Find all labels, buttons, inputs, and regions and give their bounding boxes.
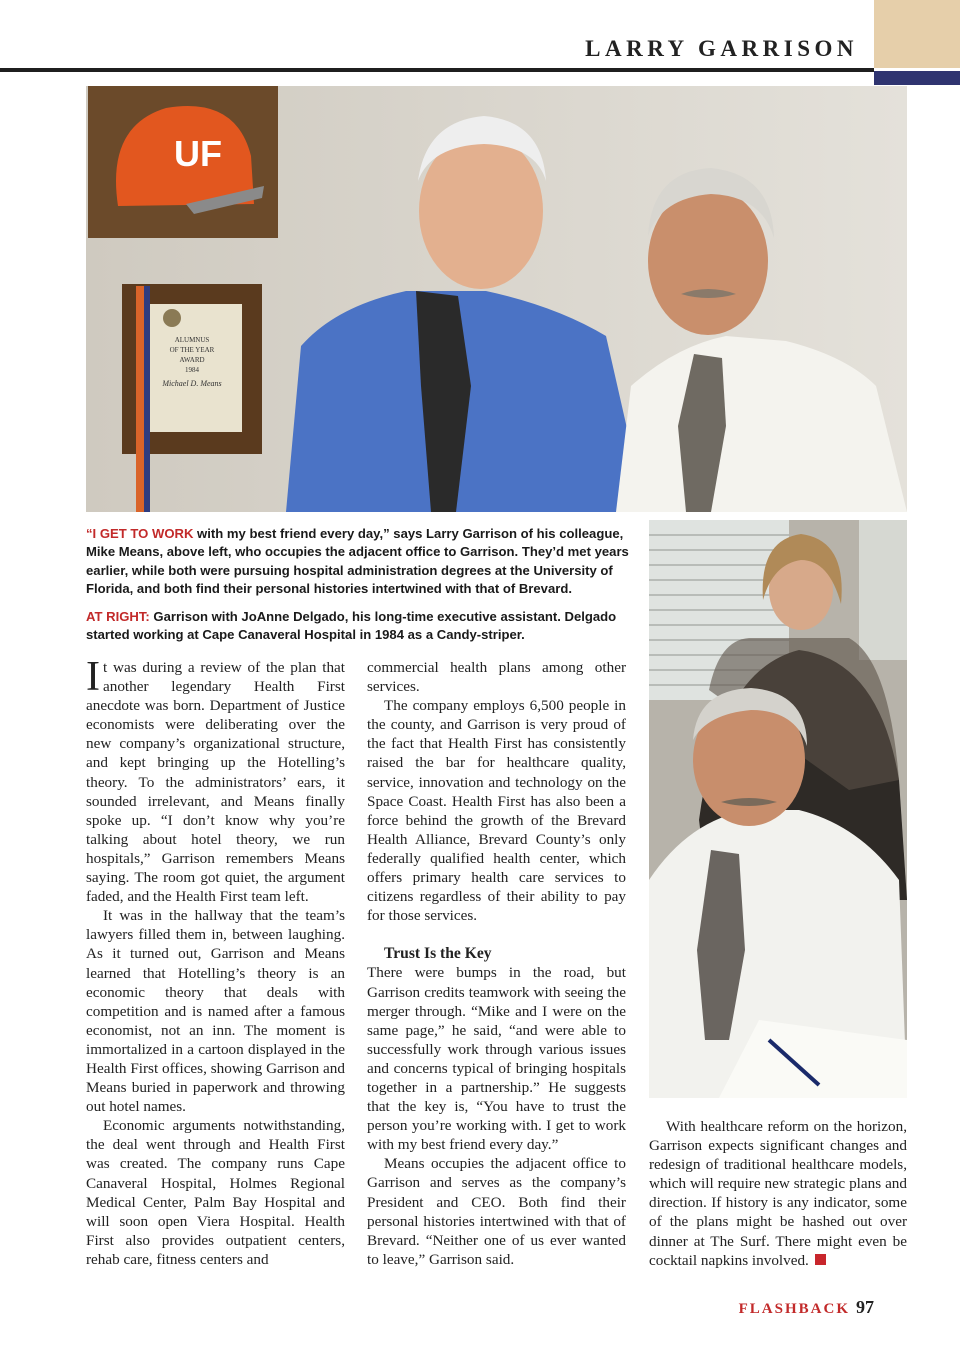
article-paragraph: It was in the hallway that the team’s lawyers filled them in, between laughing. As it turned out, Garrison and Means learned that Hotelling’s theory is an economic theory that deals with competition and is named after a famous economist, not an inn. The moment is immortalized in a cartoon displayed in the Health First offices, showing Garrison and Means buried in paperwork and throwing out hotel names. bbox=[86, 907, 345, 1116]
end-of-article-mark bbox=[815, 1254, 826, 1265]
article-column-2 bbox=[367, 658, 626, 1269]
article-column-1 bbox=[86, 654, 345, 1269]
corner-tab-navy bbox=[874, 71, 960, 85]
svg-text:AWARD: AWARD bbox=[179, 356, 205, 364]
drop-cap: I bbox=[86, 654, 100, 700]
photo-caption-top bbox=[86, 525, 632, 598]
page-footer bbox=[739, 1297, 874, 1318]
caption-lead-in: “I GET TO WORK bbox=[86, 526, 194, 541]
article-paragraph: Economic arguments notwithstanding, the deal went through and Health First was created. The company runs Cape Canaveral Hospital, Holmes Regional Medical Center, Palm Bay Hospital and will soon open Viera Hospital. Health First also provides outpatient centers, rehab care, fitness centers and bbox=[86, 1117, 345, 1268]
section-subhead: Trust Is the Key bbox=[384, 945, 492, 963]
photo-garrison-and-means bbox=[86, 86, 907, 512]
svg-text:OF THE YEAR: OF THE YEAR bbox=[169, 346, 215, 354]
svg-text:ALUMNUS: ALUMNUS bbox=[174, 336, 210, 344]
caption-body: with my best friend every day,” says Larry Garrison of his colleague, Mike Means, above left, who occupies the adjacent office to Garrison. They’d met years earlier, while both were pursuing hospital administration degrees at the University of Florida, and both find their personal histories intertwined with that of Brevard. bbox=[86, 526, 629, 596]
article-paragraph: commercial health plans among other services. bbox=[367, 659, 626, 696]
article-paragraph: Means occupies the adjacent office to Garrison and serves as the company’s President and CEO. Both find their personal histories intertwined with that of Brevard. “Neither one of us ever wanted to leave,” Garrison said. bbox=[367, 1155, 626, 1268]
photo-garrison-and-delgado bbox=[649, 520, 907, 1098]
article-paragraph: There were bumps in the road, but Garrison credits teamwork with seeing the merger through. “Mike and I were on the same page,” he said, “and were able to successfully work through various issues and concerns typical of bringing hospitals together in a partnership.” He suggests that the key is, “You have to trust the person you’re working with. I get to work with my best friend every day.” bbox=[367, 964, 626, 1154]
caption-lead-in: AT RIGHT: bbox=[86, 609, 150, 624]
article-paragraph: The company employs 6,500 people in the county, and Garrison is very proud of the fact that Health First has consistently raised the bar for healthcare quality, service, innovation and technology on the Space Coast. Health First has also been a force behind the growth of the Brevard Health Alliance, Brevard County’s only federally qualified health center, which offers primary health care services to citizens regardless of their ability to pay for those services. bbox=[367, 697, 626, 925]
caption-body: Garrison with JoAnne Delgado, his long-time executive assistant. Delgado started working at Cape Canaveral Hospital in 1984 as a Candy-striper. bbox=[86, 609, 617, 643]
article-paragraph: With healthcare reform on the horizon, Garrison expects significant changes and redesign of traditional healthcare models, which will require new strategic plans and direction. If history is any indicator, some of the plans might be hashed out over dinner at The Surf. There might even be cocktail napkins involved. bbox=[649, 1118, 907, 1269]
photo-caption-right bbox=[86, 608, 632, 645]
article-column-3 bbox=[649, 1117, 907, 1270]
corner-tab-tan bbox=[874, 0, 960, 68]
running-header-title: LARRY GARRISON bbox=[585, 36, 858, 61]
page-number: 97 bbox=[856, 1297, 874, 1317]
magazine-section-label: FLASHBACK bbox=[738, 1301, 850, 1317]
helmet-logo-text: UF bbox=[174, 133, 222, 174]
svg-text:1984: 1984 bbox=[185, 366, 199, 374]
article-paragraph: It was during a review of the plan that another legendary Health First anecdote was born. Department of Justice economists were deliberating over the new company’s organizational structure, and kept bringing up the Hotelling’s theory. To the administrators’ ears, it sounded irrelevant, and Means finally spoke up. “I don’t know why you’re talking about hotel theory, we run hospitals,” Garrison remembers Means saying. The room got quiet, the argument faded, and the Health First team left. bbox=[86, 654, 345, 906]
header-rule bbox=[0, 68, 874, 72]
svg-text:Michael D. Means: Michael D. Means bbox=[162, 379, 222, 388]
